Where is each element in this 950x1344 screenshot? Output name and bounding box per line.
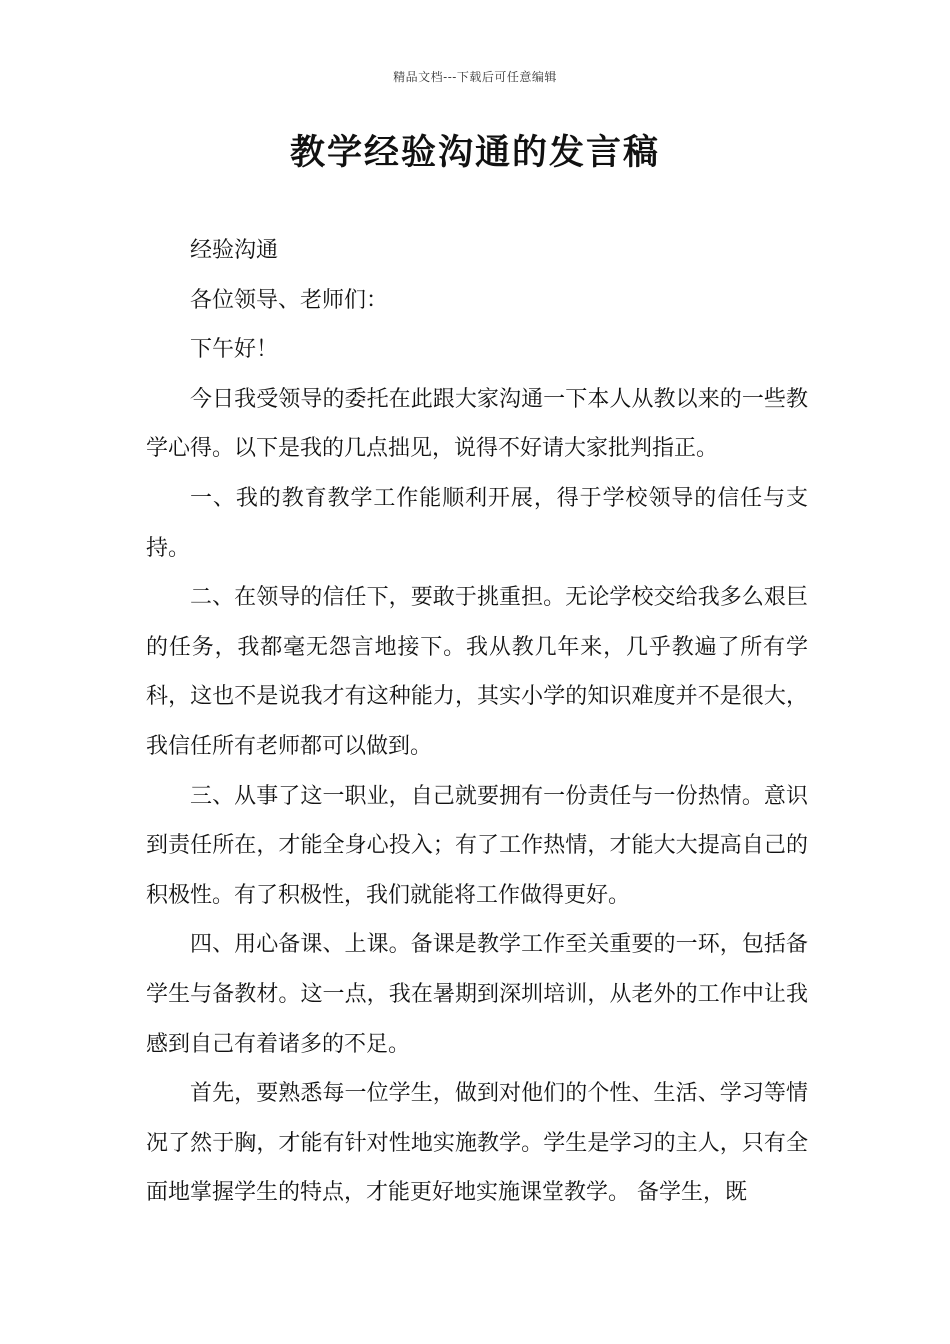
paragraph-salutation: 各位领导、老师们： xyxy=(190,287,389,313)
paragraph-point-1: 一、我的教育教学工作能顺利开展，得于学校领导的信任与支持。 xyxy=(146,485,808,561)
paragraph-greeting: 下午好！ xyxy=(190,337,279,363)
paragraph-point-2: 二、在领导的信任下，要敢于挑重担。无论学校交给我多么艰巨的任务，我都毫无怨言地接下。我从教几年来，几乎教遍了所有学科，这也不是说我才有这种能力，其实小学的知识难度并不是很大，我信任所有老师都可以做到。 xyxy=(146,585,808,759)
paragraph-point-3: 三、从事了这一职业，自己就要拥有一份责任与一份热情。意识到责任所在，才能全身心投入；有了工作热情，才能大大提高自己的积极性。有了积极性，我们就能将工作做得更好。 xyxy=(146,783,808,908)
paragraph-subtitle: 经验沟通 xyxy=(190,238,279,263)
paragraph-point-4: 四、用心备课、上课。备课是教学工作至关重要的一环，包括备学生与备教材。这一点，我在暑期到深圳培训，从老外的工作中让我感到自己有着诸多的不足。 xyxy=(146,932,808,1057)
header-note: 精品文档---下载后可任意编辑 xyxy=(393,70,557,84)
paragraph-intro: 今日我受领导的委托在此跟大家沟通一下本人从教以来的一些教学心得。以下是我的几点拙见，说得不好请大家批判指正。 xyxy=(146,386,808,462)
document-body xyxy=(146,226,808,1218)
document-title: 教学经验沟通的发言稿 xyxy=(289,132,660,173)
paragraph-first: 首先，要熟悉每一位学生，做到对他们的个性、生活、学习等情况了然于胸，才能有针对性地实施教学。学生是学习的主人，只有全面地掌握学生的特点，才能更好地实施课堂教学。 备学生，既 xyxy=(146,1081,808,1206)
